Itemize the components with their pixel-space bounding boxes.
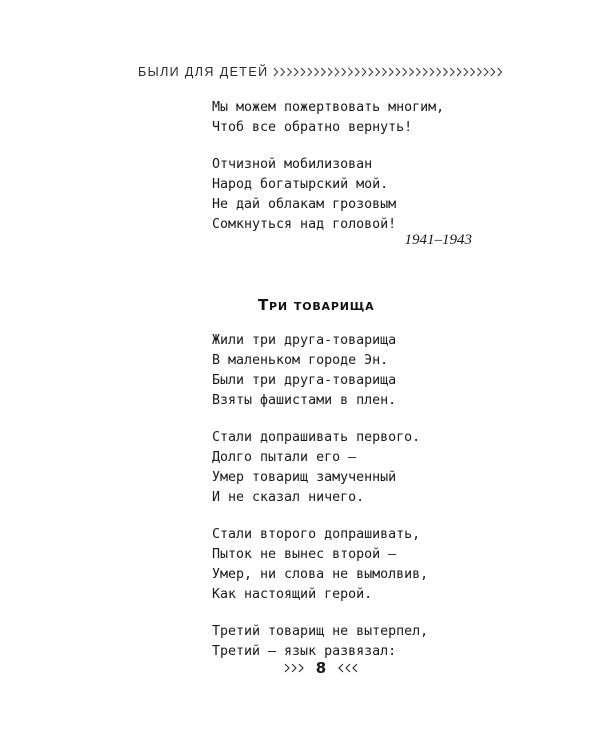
stanza: [212, 428, 428, 508]
verse-line: Умер, ни слова не вымолвив,: [212, 567, 429, 582]
verse-line: Стали второго допрашивать,: [212, 527, 421, 542]
poem-text: [212, 331, 428, 662]
verse-line: Пыток не вынес второй —: [212, 547, 397, 562]
verse-line: И не сказал ничего.: [212, 490, 365, 505]
verse-line: Были три друга-товарища: [212, 373, 397, 388]
stanza: [212, 98, 444, 138]
verse-line: Народ богатырский мой.: [212, 177, 389, 192]
verse-line: Третий — язык развязал:: [212, 644, 397, 659]
stanza: [212, 622, 428, 662]
verse-line: В маленьком городе Эн.: [212, 353, 389, 368]
poem-ending-text: [212, 98, 444, 235]
verse-line: Мы можем пожертвовать многим,: [212, 100, 445, 115]
verse-line: Умер товарищ замученный: [212, 470, 397, 485]
stanza: [212, 331, 428, 411]
verse-line: Долго пытали его —: [212, 450, 357, 465]
page-footer: [276, 657, 366, 679]
verse-line: Сомкнуться над головой!: [212, 217, 397, 232]
verse-line: Жили три друга-товарища: [212, 333, 397, 348]
verse-line: Взяты фашистами в плен.: [212, 393, 397, 408]
running-header: [138, 62, 508, 82]
stanza: [212, 155, 444, 235]
verse-line: Отчизной мобилизован: [212, 157, 373, 172]
chevron-left-ornament-icon: [334, 662, 358, 674]
poem-date: 1941–1943: [404, 232, 472, 248]
verse-line: Как настоящий герой.: [212, 587, 373, 602]
chevron-right-ornament-icon: [284, 662, 308, 674]
verse-line: Третий товарищ не вытерпел,: [212, 624, 429, 639]
stanza: [212, 525, 428, 605]
header-title: БЫЛИ ДЛЯ ДЕТЕЙ: [138, 65, 269, 79]
verse-line: Не дай облакам грозовым: [212, 197, 397, 212]
page-number: 8: [315, 659, 327, 677]
verse-line: Стали допрашивать первого.: [212, 430, 421, 445]
poem-title: Три товарища: [258, 296, 375, 314]
chevron-ornament-icon: [272, 66, 508, 78]
verse-line: Чтоб все обратно вернуть!: [212, 120, 413, 135]
